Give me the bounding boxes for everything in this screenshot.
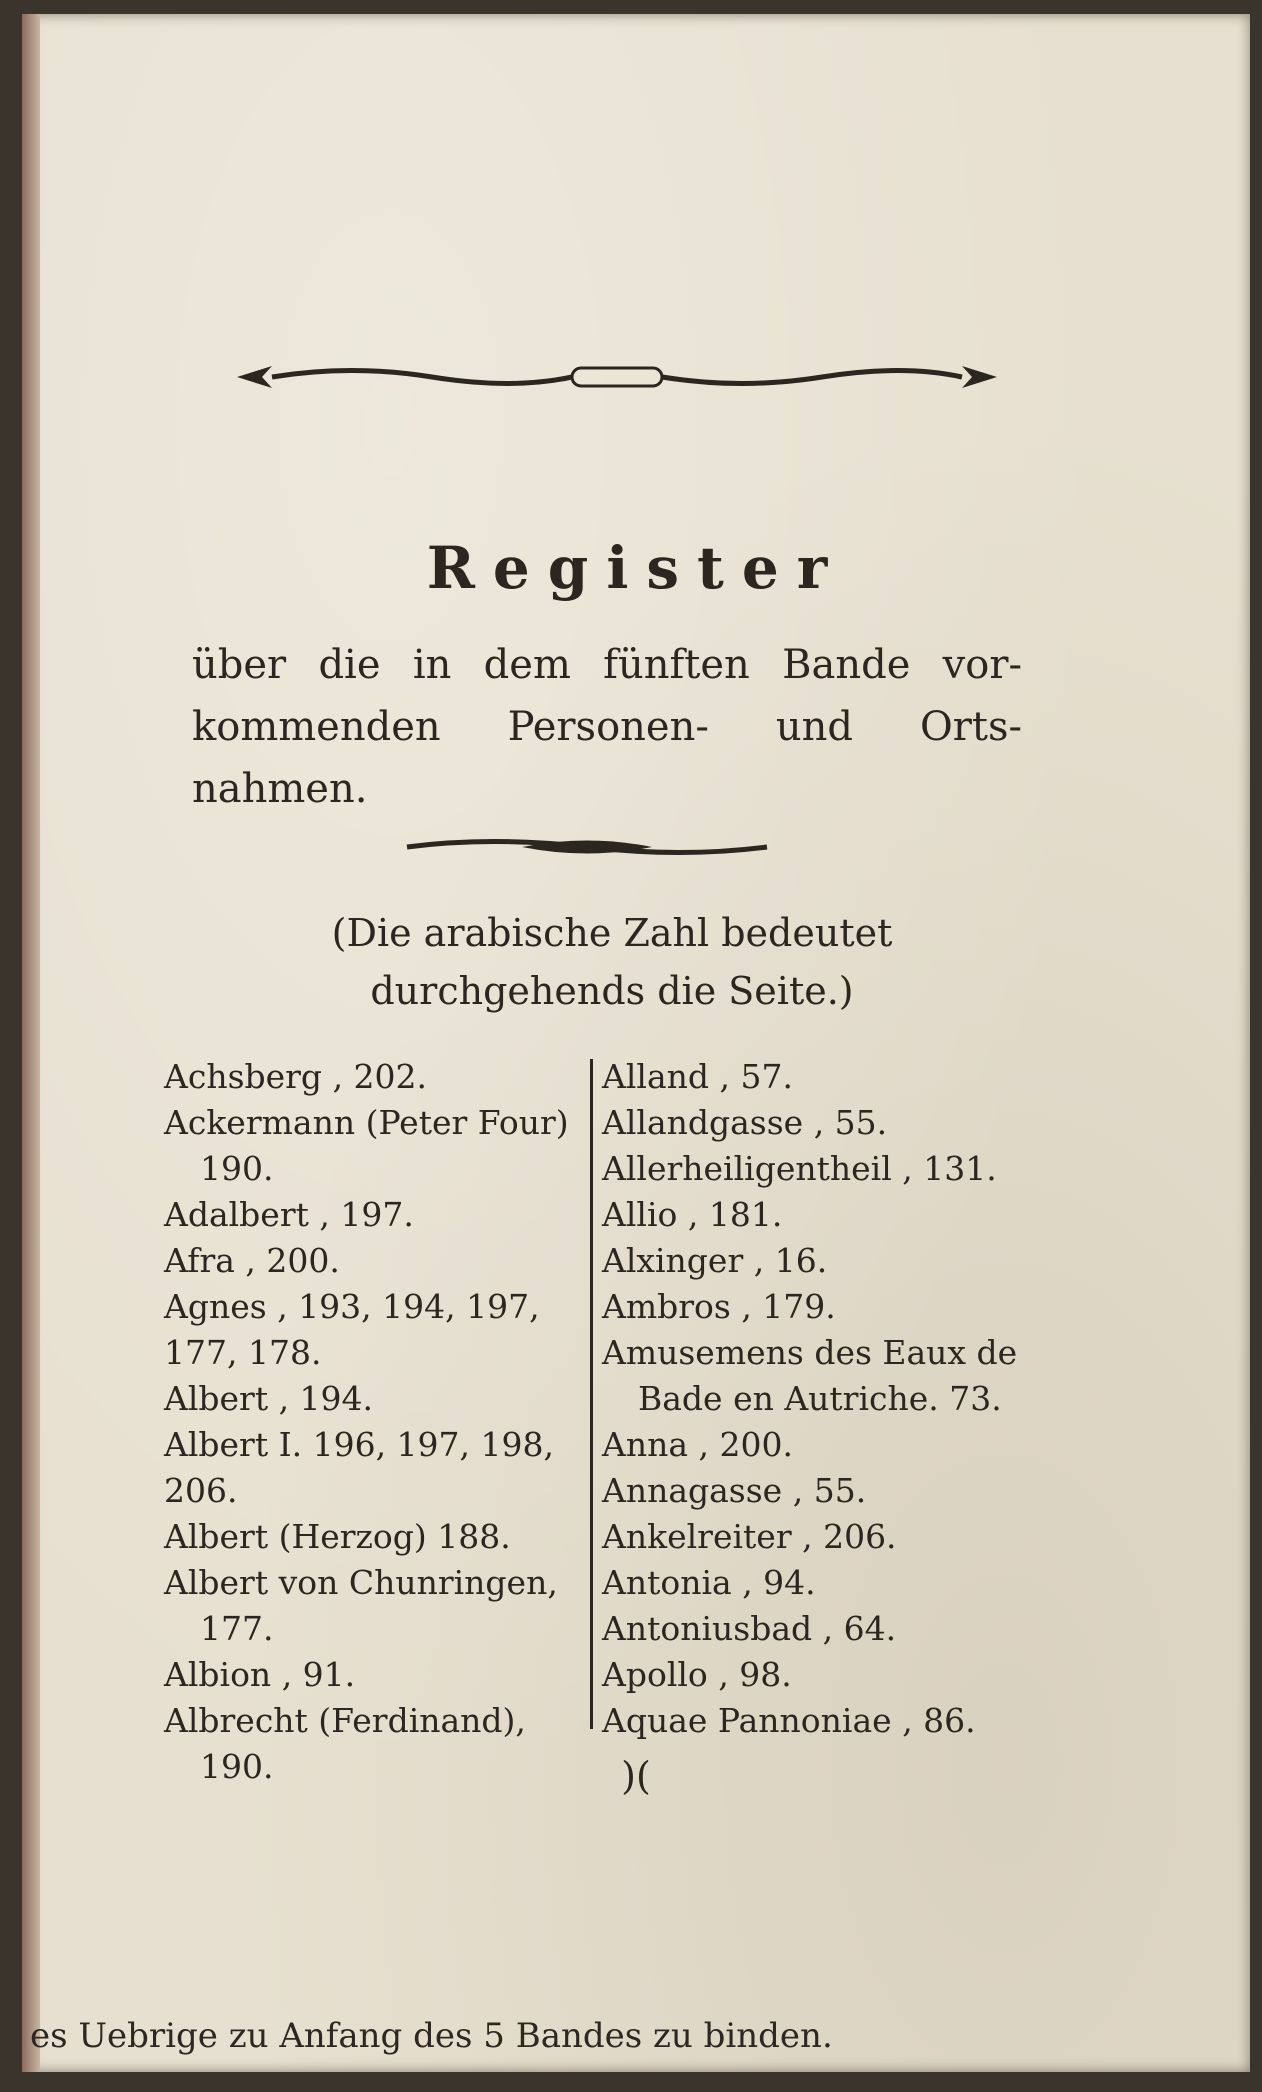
entry-name: Albert I. (164, 1425, 303, 1464)
register-subtitle: über die in dem fünften Bande vor- kommenden Personen- und Orts- nahmen. (192, 642, 1022, 812)
index-entry (602, 1652, 1062, 1698)
entry-pages: , 193, 194, 197, 177, 178. (164, 1287, 540, 1372)
entry-name: Albrecht (Ferdinand), (164, 1701, 526, 1740)
entry-pages: 190. (200, 1149, 274, 1188)
entry-pages: , 94. (742, 1563, 816, 1602)
entry-pages: , 200. (245, 1241, 340, 1280)
index-entry (602, 1560, 1062, 1606)
entry-pages: , 181. (687, 1195, 783, 1234)
index-entry (602, 1146, 1062, 1192)
index-entry (602, 1192, 1062, 1238)
entry-name: Allio (602, 1195, 678, 1234)
entry-name: Albion (164, 1655, 272, 1694)
entry-name: Ambros (602, 1287, 731, 1326)
entry-pages: , 64. (822, 1609, 897, 1648)
index-entry (602, 1422, 1062, 1468)
entry-name: Adalbert (164, 1195, 309, 1234)
column-divider (590, 1059, 593, 1729)
entry-name: Anna (602, 1425, 689, 1464)
entry-name: Alxinger (602, 1241, 744, 1280)
entry-name: Albert von Chunringen, (164, 1563, 558, 1602)
middle-ornament-rule (402, 832, 772, 862)
index-column-right (602, 1054, 1062, 1744)
entry-pages: 177. (200, 1609, 274, 1648)
entry-pages: 190. (200, 1747, 274, 1786)
entry-name: Allandgasse (602, 1103, 804, 1142)
top-ornament-rule (232, 352, 1002, 402)
index-entry (164, 1422, 604, 1514)
entry-name: Amusemens des Eaux de (602, 1333, 1018, 1372)
entry-name: Albert (164, 1379, 269, 1418)
index-entry (164, 1192, 604, 1238)
entry-pages: , 57. (719, 1057, 793, 1096)
entry-pages: , 91. (281, 1655, 356, 1694)
index-entry (164, 1652, 604, 1698)
entry-pages: , 202. (332, 1057, 428, 1096)
index-entry (602, 1284, 1062, 1330)
entry-pages: , 55. (813, 1103, 888, 1142)
entry-pages: , 197. (319, 1195, 414, 1234)
index-entry (602, 1514, 1062, 1560)
entry-name: Albert (Herzog) (164, 1517, 427, 1556)
entry-pages: , 98. (718, 1655, 792, 1694)
register-note: (Die arabische Zahl bedeutet durchgehends die Seite.) (331, 911, 893, 1013)
entry-name: Ankelreiter (602, 1517, 792, 1556)
index-entry (602, 1468, 1062, 1514)
entry-name: Alland (602, 1057, 709, 1096)
catchword: )( (621, 1754, 651, 1798)
entry-name: Ackermann (Peter Four) (164, 1103, 569, 1142)
entry-pages: Bade en Autriche. 73. (638, 1379, 1002, 1418)
entry-pages: , 194. (278, 1379, 374, 1418)
index-entry (602, 1698, 1062, 1744)
index-entry (164, 1054, 604, 1100)
entry-name: Agnes (164, 1287, 267, 1326)
entry-name: Antoniusbad (602, 1609, 813, 1648)
entry-pages: , 86. (902, 1701, 976, 1740)
entry-name: Antonia (602, 1563, 732, 1602)
entry-pages: 188. (437, 1517, 511, 1556)
index-entry (164, 1514, 604, 1560)
index-entry (164, 1284, 604, 1376)
entry-pages: , 200. (698, 1425, 793, 1464)
entry-pages: , 131. (902, 1149, 997, 1188)
entry-pages: , 16. (753, 1241, 828, 1280)
index-column-left (164, 1054, 604, 1790)
entry-pages: , 179. (741, 1287, 836, 1326)
entry-name: Allerheiligentheil (602, 1149, 892, 1188)
entry-pages: , 206. (802, 1517, 897, 1556)
index-entry (602, 1054, 1062, 1100)
index-entry (602, 1238, 1062, 1284)
index-entry (602, 1100, 1062, 1146)
entry-name: Afra (164, 1241, 235, 1280)
index-entry (164, 1238, 604, 1284)
entry-pages: 196, 197, 198, 206. (164, 1425, 555, 1510)
index-entry (164, 1100, 604, 1192)
index-entry (602, 1330, 1062, 1422)
entry-name: Annagasse (602, 1471, 783, 1510)
book-page (22, 14, 1250, 2072)
entry-name: Aquae Pannoniae (602, 1701, 892, 1740)
entry-pages: , 55. (792, 1471, 867, 1510)
binding-note-footer: es Uebrige zu Anfang des 5 Bandes zu binden. (30, 2016, 833, 2056)
index-entry (602, 1606, 1062, 1652)
index-entry (164, 1560, 604, 1652)
index-entry (164, 1376, 604, 1422)
entry-name: Achsberg (164, 1057, 323, 1096)
register-title: Register (426, 534, 846, 602)
entry-name: Apollo (602, 1655, 708, 1694)
